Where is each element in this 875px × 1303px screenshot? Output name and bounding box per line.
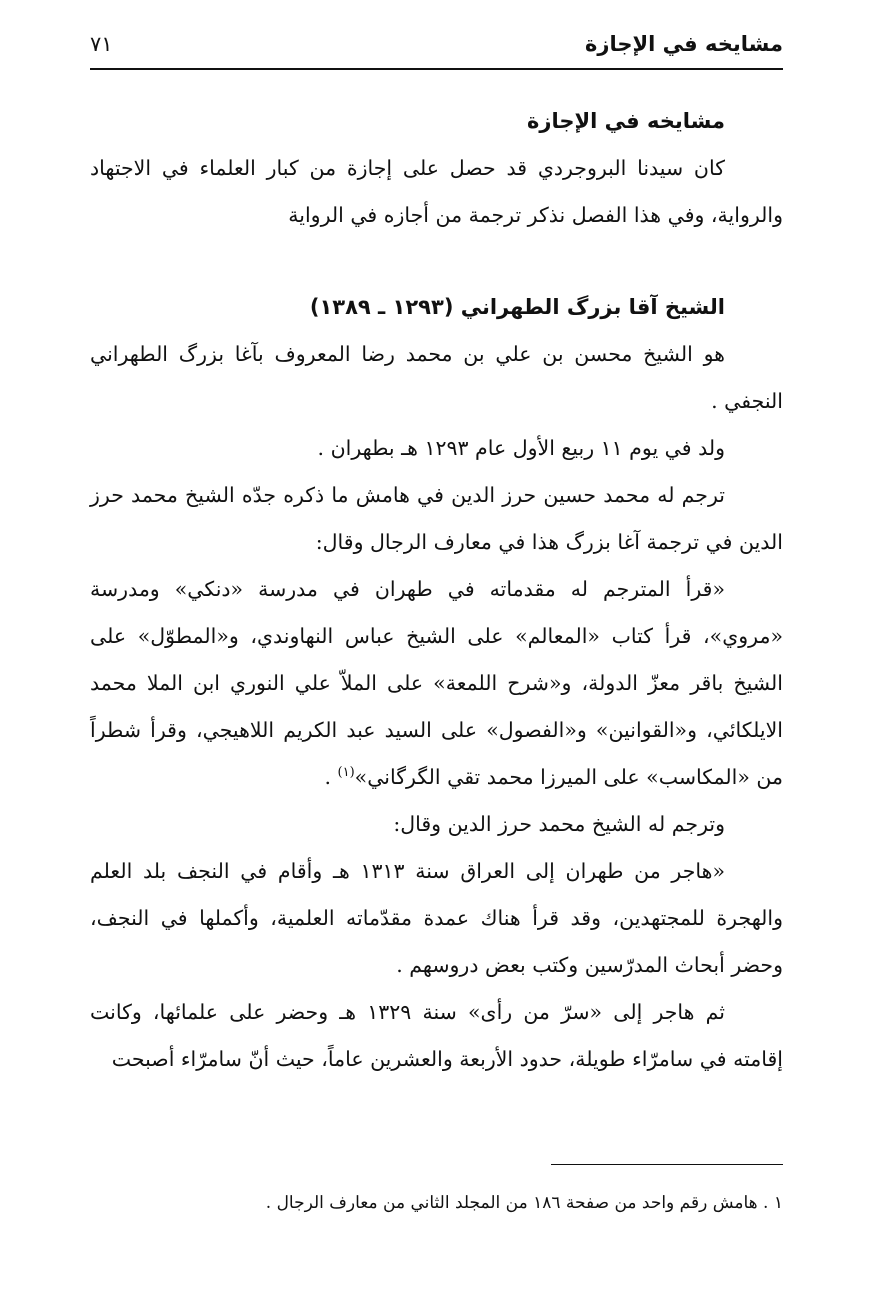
quote-studies [90,566,783,801]
running-header [90,24,783,70]
footnote-divider [551,1164,783,1165]
paragraph-second-translation: وترجم له الشيخ محمد حرز الدين وقال: [393,812,725,836]
page-body [90,98,783,1083]
section-heading-shaykhs: مشايخه في الإجازة [527,109,725,133]
paragraph-birth: ولد في يوم ١١ ربيع الأول عام ١٢٩٣ هـ بطهران . [317,436,725,460]
intro-paragraph: كان سيدنا البروجردي قد حصل على إجازة من كبار العلماء في الاجتهاد والرواية، وفي هذا الفصل نذكر ترجمة من أجازه في الرواية [90,156,783,227]
paragraph-name: هو الشيخ محسن بن علي بن محمد رضا المعروف بآغا بزرگ الطهراني النجفي . [90,342,783,413]
footnote: ١ . هامش رقم واحد من صفحة ١٨٦ من المجلد الثاني من معارف الرجال . [265,1193,783,1213]
quote-studies-end: . [324,765,338,789]
quote-migration: «هاجر من طهران إلى العراق سنة ١٣١٣ هـ وأقام في النجف بلد العلم والهجرة للمجتهدين، وقد قرأ هناك عمدة مقدّماته العلمية، وأكملها في النجف، وحضر أبحاث المدرّسين وكتب بعض دروسهم . [90,859,783,977]
page-number: ٧١ [90,32,113,56]
paragraph-translation: ترجم له محمد حسين حرز الدين في هامش ما ذكره جدّه الشيخ محمد حرز الدين في ترجمة آغا بزرگ هذا في معارف الرجال وقال: [90,483,783,554]
section-heading-agha-bozorg: الشيخ آقا بزرگ الطهراني (١٢٩٣ ـ ١٣٨٩) [309,295,725,319]
quote-studies-text: «قرأ المترجم له مقدماته في طهران في مدرسة «دنكي» ومدرسة «مروي»، قرأ كتاب «المعالم» على الشيخ عباس النهاوندي، و«المطوّل» على الشيخ باقر معزّ الدولة، و«شرح اللمعة» على الملاّ علي النوري ابن الملا محمد الايلكائي، و«القوانين» و«الفصول» على السيد عبد الكريم اللاهيجي، وقرأ شطراً من «المكاسب» على الميرزا محمد تقي الگرگاني» [90,577,783,789]
footnote-reference: (١) [337,765,355,781]
running-title: مشايخه في الإجازة [585,32,783,56]
paragraph-samarra: ثم هاجر إلى «سرّ من رأى» سنة ١٣٢٩ هـ وحضر على علمائها، وكانت إقامته في سامرّاء طويلة، حدود الأربعة والعشرين عاماً، حيث أنّ سامرّاء أصبحت [90,1000,783,1071]
